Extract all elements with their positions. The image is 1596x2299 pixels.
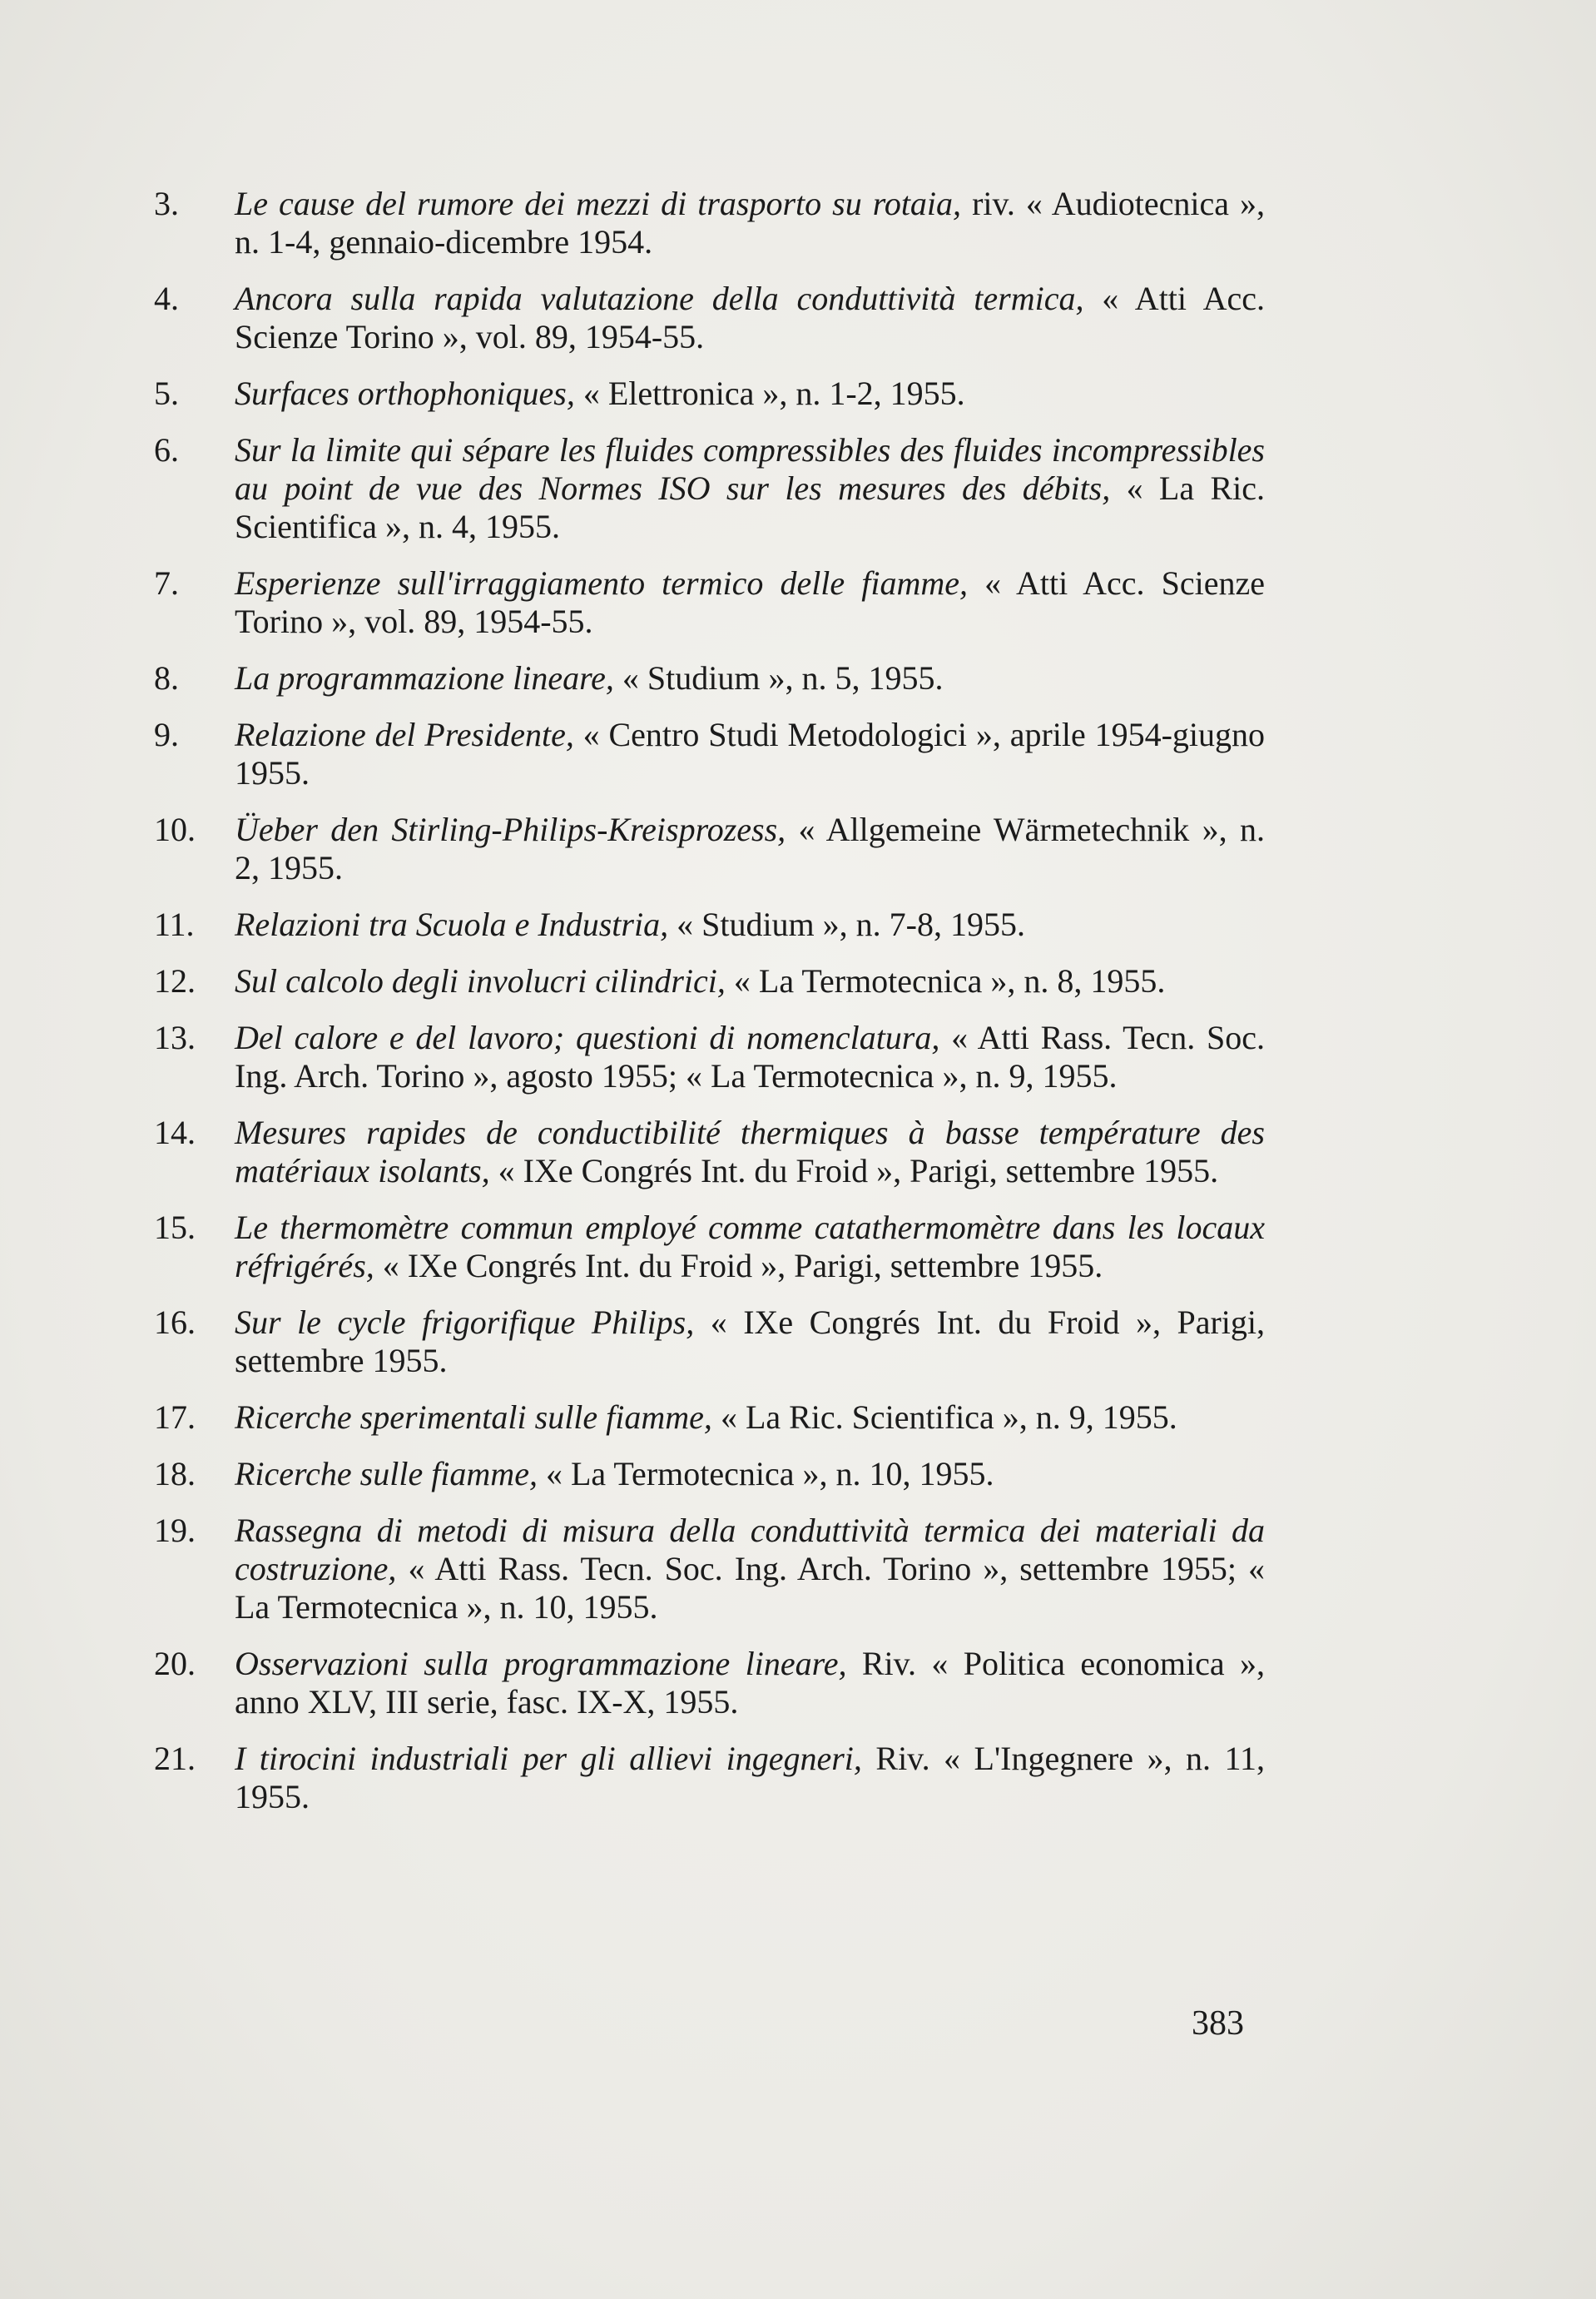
bibliography-entry — [154, 1455, 1265, 1493]
bibliography-entry — [154, 1209, 1265, 1285]
entry-number: 20. — [154, 1645, 196, 1682]
entry-source: « Studium », n. 5, 1955. — [613, 659, 944, 697]
entry-title: Le thermomètre commun employé comme catathermomètre dans les locaux réfrigérés, — [235, 1209, 1265, 1284]
entry-source: « Allgemeine Wärmetechnik », n. 2, 1955. — [235, 811, 1265, 886]
bibliography-entry — [154, 1398, 1265, 1437]
entry-number: 10. — [154, 811, 196, 848]
entry-number: 5. — [154, 375, 179, 412]
entry-source: riv. « Audiotecnica », n. 1-4, gennaio-dicembre 1954. — [235, 185, 1266, 261]
entry-number: 4. — [154, 280, 179, 317]
bibliography-entry — [154, 1740, 1265, 1816]
bibliography-entry — [154, 185, 1265, 261]
entry-number: 3. — [154, 185, 179, 222]
entry-title: Relazione del Presidente, — [235, 716, 574, 753]
bibliography-list — [154, 185, 1265, 1816]
bibliography-entry — [154, 1645, 1265, 1721]
entry-title: Del calore e del lavoro; questioni di nomenclatura, — [235, 1019, 940, 1056]
entry-title: Mesures rapides de conductibilité thermiques à basse température des matériaux isolants, — [235, 1114, 1265, 1189]
entry-title: Ricerche sulle fiamme, — [235, 1455, 538, 1492]
entry-number: 14. — [154, 1114, 196, 1151]
entry-source: « IXe Congrés Int. du Froid », Parigi, settembre 1955. — [374, 1247, 1103, 1284]
bibliography-entry — [154, 1303, 1265, 1380]
entry-title: I tirocini industriali per gli allievi ingegneri, — [235, 1740, 862, 1777]
entry-number: 9. — [154, 716, 179, 753]
entry-number: 11. — [154, 906, 195, 943]
entry-source: « La Termotecnica », n. 10, 1955. — [537, 1455, 994, 1492]
bibliography-entry — [154, 1512, 1265, 1626]
entry-number: 19. — [154, 1512, 196, 1549]
entry-source: Riv. « Politica economica », anno XLV, III serie, fasc. IX-X, 1955. — [235, 1645, 1265, 1721]
entry-source: « Atti Acc. Scienze Torino », vol. 89, 1954-55. — [235, 280, 1265, 355]
entry-number: 17. — [154, 1398, 196, 1436]
entry-title: Osservazioni sulla programmazione lineare, — [235, 1645, 847, 1682]
entry-title: Rassegna di metodi di misura della conduttività termica dei materiali da costruzione, — [235, 1512, 1265, 1587]
entry-source: « IXe Congrés Int. du Froid », Parigi, settembre 1955. — [235, 1303, 1265, 1379]
entry-title: La programmazione lineare, — [235, 659, 614, 697]
entry-title: Relazioni tra Scuola e Industria, — [235, 906, 669, 943]
bibliography-entry — [154, 659, 1265, 698]
bibliography-entry — [154, 431, 1265, 546]
entry-title: Üeber den Stirling-Philips-Kreisprozess, — [235, 811, 786, 848]
page-number: 383 — [1192, 2004, 1244, 2043]
bibliography-entry — [154, 716, 1265, 792]
entry-source: « Centro Studi Metodologici », aprile 1954-giugno 1955. — [235, 716, 1266, 792]
entry-source: « La Ric. Scientifica », n. 4, 1955. — [235, 469, 1266, 545]
entry-title: Surfaces orthophoniques, — [235, 375, 575, 412]
bibliography-entry — [154, 906, 1265, 944]
entry-title: Sur le cycle frigorifique Philips, — [235, 1303, 695, 1341]
entry-source: Riv. « L'Ingegnere », n. 11, 1955. — [235, 1740, 1265, 1815]
entry-number: 18. — [154, 1455, 196, 1492]
entry-number: 6. — [154, 431, 179, 469]
bibliography-entry — [154, 1019, 1265, 1095]
bibliography-entry — [154, 280, 1265, 356]
entry-title: Sul calcolo degli involucri cilindrici, — [235, 962, 726, 1000]
entry-source: « Atti Acc. Scienze Torino », vol. 89, 1954-55. — [235, 564, 1265, 640]
entry-number: 16. — [154, 1303, 196, 1341]
entry-number: 21. — [154, 1740, 196, 1777]
entry-number: 13. — [154, 1019, 196, 1056]
entry-title: Esperienze sull'irraggiamento termico delle fiamme, — [235, 564, 969, 602]
entry-title: Ricerche sperimentali sulle fiamme, — [235, 1398, 712, 1436]
bibliography-entry — [154, 375, 1265, 413]
entry-title: Ancora sulla rapida valutazione della conduttività termica, — [235, 280, 1084, 317]
entry-source: « Studium », n. 7-8, 1955. — [668, 906, 1025, 943]
entry-number: 15. — [154, 1209, 196, 1246]
bibliography-entry — [154, 1114, 1265, 1190]
entry-number: 8. — [154, 659, 179, 697]
entry-number: 7. — [154, 564, 179, 602]
entry-source: « La Termotecnica », n. 8, 1955. — [725, 962, 1166, 1000]
entry-source: « La Ric. Scientifica », n. 9, 1955. — [711, 1398, 1177, 1436]
bibliography-entry — [154, 564, 1265, 641]
entry-source: « Atti Rass. Tecn. Soc. Ing. Arch. Torino », agosto 1955; « La Termotecnica », n. 9, 1955. — [235, 1019, 1265, 1095]
bibliography-entry — [154, 811, 1265, 887]
entry-title: Le cause del rumore dei mezzi di trasporto su rotaia, — [235, 185, 962, 222]
entry-source: « Elettronica », n. 1-2, 1955. — [574, 375, 965, 412]
entry-title: Sur la limite qui sépare les fluides compressibles des fluides incompressibles au point de vue des Normes ISO sur les mesures des débits, — [235, 431, 1265, 507]
entry-number: 12. — [154, 962, 196, 1000]
entry-source: « Atti Rass. Tecn. Soc. Ing. Arch. Torino », settembre 1955; « La Termotecnica », n. 10, 1955. — [235, 1550, 1265, 1626]
bibliography-entry — [154, 962, 1265, 1001]
entry-source: « IXe Congrés Int. du Froid », Parigi, settembre 1955. — [489, 1152, 1219, 1189]
